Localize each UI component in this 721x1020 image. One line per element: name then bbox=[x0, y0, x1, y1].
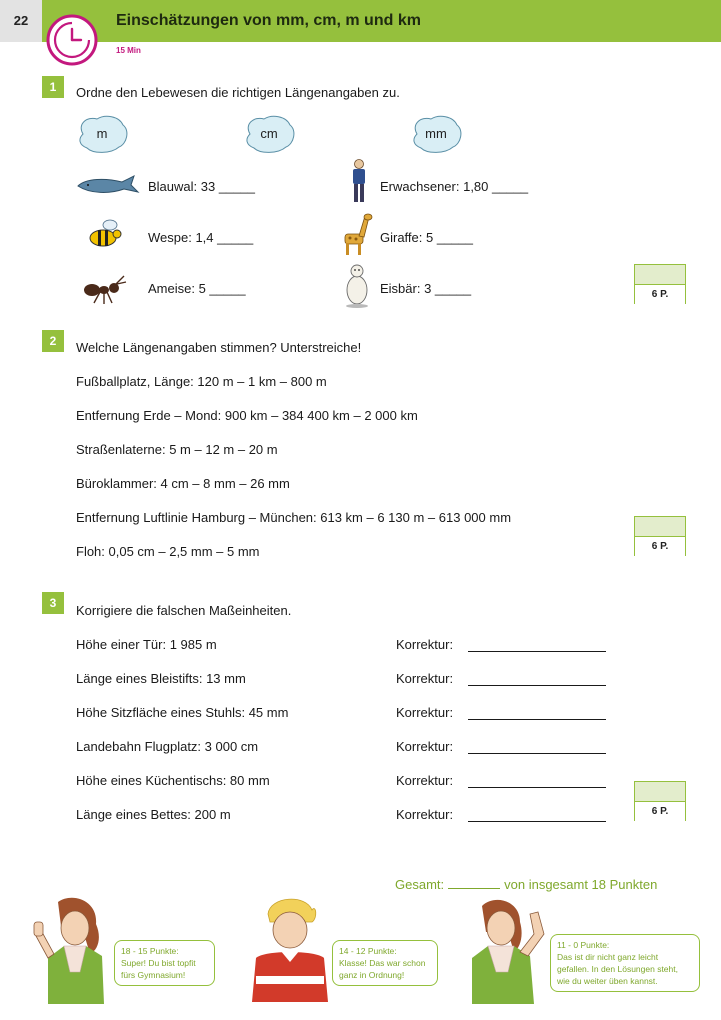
polar-bear-icon bbox=[344, 262, 370, 308]
task1-item-adult: Erwachsener: 1,80 _____ bbox=[380, 179, 529, 194]
feedback-bubble-2 bbox=[332, 940, 438, 986]
correction-line-1[interactable] bbox=[468, 651, 606, 652]
score-input-task1[interactable] bbox=[635, 265, 685, 285]
giraffe-icon bbox=[337, 212, 373, 256]
task3-row-2-label: Korrektur: bbox=[396, 671, 454, 686]
task1-item-giraffe: Giraffe: 5 _____ bbox=[380, 230, 473, 245]
score-label-task3: 6 P. bbox=[635, 802, 685, 821]
score-label-task1: 6 P. bbox=[635, 285, 685, 304]
task1-item-polar-bear: Eisbär: 3 _____ bbox=[380, 281, 472, 296]
total-prefix: Gesamt: bbox=[395, 877, 445, 892]
girl-thumbs-up-illustration bbox=[28, 894, 112, 1004]
feedback-1-head: 18 - 15 Punkte: bbox=[121, 946, 179, 956]
boy-illustration bbox=[250, 896, 330, 1002]
feedback-3-line-3: wie du weiter üben kannst. bbox=[557, 976, 658, 986]
task1-item-wasp: Wespe: 1,4 _____ bbox=[148, 230, 254, 245]
feedback-1-line-1: Super! Du bist topfit bbox=[121, 958, 196, 968]
task3-row-6-text: Länge eines Bettes: 200 m bbox=[76, 807, 231, 822]
task2-line-1: Fußballplatz, Länge: 120 m – 1 km – 800 m bbox=[76, 374, 327, 389]
feedback-3-head: 11 - 0 Punkte: bbox=[557, 940, 610, 950]
wasp-icon bbox=[86, 218, 124, 250]
task2-line-5: Entfernung Luftlinie Hamburg – München: 613 km – 6 130 m – 613 000 mm bbox=[76, 510, 512, 525]
feedback-2-head: 14 - 12 Punkte: bbox=[339, 946, 397, 956]
task2-line-3: Straßenlaterne: 5 m – 12 m – 20 m bbox=[76, 442, 278, 457]
time-label: 15 Min bbox=[116, 46, 141, 55]
task2-line-4: Büroklammer: 4 cm – 8 mm – 26 mm bbox=[76, 476, 290, 491]
feedback-3-line-1: Das ist dir nicht ganz leicht bbox=[557, 952, 659, 962]
task2-question: Welche Längenangaben stimmen? Unterstreiche! bbox=[76, 340, 362, 355]
task3-row-1-label: Korrektur: bbox=[396, 637, 454, 652]
page-number: 22 bbox=[13, 13, 29, 28]
task3-question: Korrigiere die falschen Maßeinheiten. bbox=[76, 603, 292, 618]
unit-label-m: m bbox=[96, 126, 108, 141]
score-box-task2[interactable] bbox=[634, 516, 686, 556]
task-number-2: 2 bbox=[42, 330, 64, 352]
task3-row-5-label: Korrektur: bbox=[396, 773, 454, 788]
correction-line-4[interactable] bbox=[468, 753, 606, 754]
task1-item-ant: Ameise: 5 _____ bbox=[148, 281, 246, 296]
score-input-task3[interactable] bbox=[635, 782, 685, 802]
score-input-task2[interactable] bbox=[635, 517, 685, 537]
feedback-3-line-2: gefallen. In den Lösungen steht, bbox=[557, 964, 678, 974]
task3-row-4-label: Korrektur: bbox=[396, 739, 454, 754]
task1-item-whale: Blauwal: 33 _____ bbox=[148, 179, 255, 194]
whale-icon bbox=[76, 172, 140, 200]
page-title: Einschätzungen von mm, cm, m und km bbox=[116, 12, 421, 29]
task-number-3: 3 bbox=[42, 592, 64, 614]
feedback-1-line-2: fürs Gymnasium! bbox=[121, 970, 186, 980]
task1-question: Ordne den Lebewesen die richtigen Längenangaben zu. bbox=[76, 85, 400, 100]
correction-line-3[interactable] bbox=[468, 719, 606, 720]
thinking-girl-illustration bbox=[458, 896, 550, 1004]
clock-icon bbox=[46, 14, 98, 66]
feedback-2-line-2: ganz in Ordnung! bbox=[339, 970, 405, 980]
task3-row-4-text: Landebahn Flugplatz: 3 000 cm bbox=[76, 739, 259, 754]
adult-person-icon bbox=[349, 158, 369, 206]
total-score-line bbox=[395, 877, 657, 892]
score-label-task2: 6 P. bbox=[635, 537, 685, 556]
correction-line-6[interactable] bbox=[468, 821, 606, 822]
ant-icon bbox=[80, 272, 128, 306]
total-blank[interactable] bbox=[448, 888, 500, 889]
feedback-bubble-3 bbox=[550, 934, 700, 992]
task3-row-2-text: Länge eines Bleistifts: 13 mm bbox=[76, 671, 246, 686]
task3-row-5-text: Höhe eines Küchentischs: 80 mm bbox=[76, 773, 270, 788]
score-box-task3[interactable] bbox=[634, 781, 686, 821]
total-suffix: von insgesamt 18 Punkten bbox=[504, 877, 658, 892]
correction-line-5[interactable] bbox=[468, 787, 606, 788]
task3-row-6-label: Korrektur: bbox=[396, 807, 454, 822]
task2-line-6: Floh: 0,05 cm – 2,5 mm – 5 mm bbox=[76, 544, 260, 559]
task3-row-3-label: Korrektur: bbox=[396, 705, 454, 720]
correction-line-2[interactable] bbox=[468, 685, 606, 686]
task3-row-3-text: Höhe Sitzfläche eines Stuhls: 45 mm bbox=[76, 705, 289, 720]
unit-label-mm: mm bbox=[425, 126, 447, 141]
score-box-task1[interactable] bbox=[634, 264, 686, 304]
unit-label-cm: cm bbox=[260, 126, 278, 141]
task2-line-2: Entfernung Erde – Mond: 900 km – 384 400 km – 2 000 km bbox=[76, 408, 418, 423]
task-number-1: 1 bbox=[42, 76, 64, 98]
feedback-bubble-1 bbox=[114, 940, 215, 986]
feedback-2-line-1: Klasse! Das war schon bbox=[339, 958, 426, 968]
task3-row-1-text: Höhe einer Tür: 1 985 m bbox=[76, 637, 217, 652]
